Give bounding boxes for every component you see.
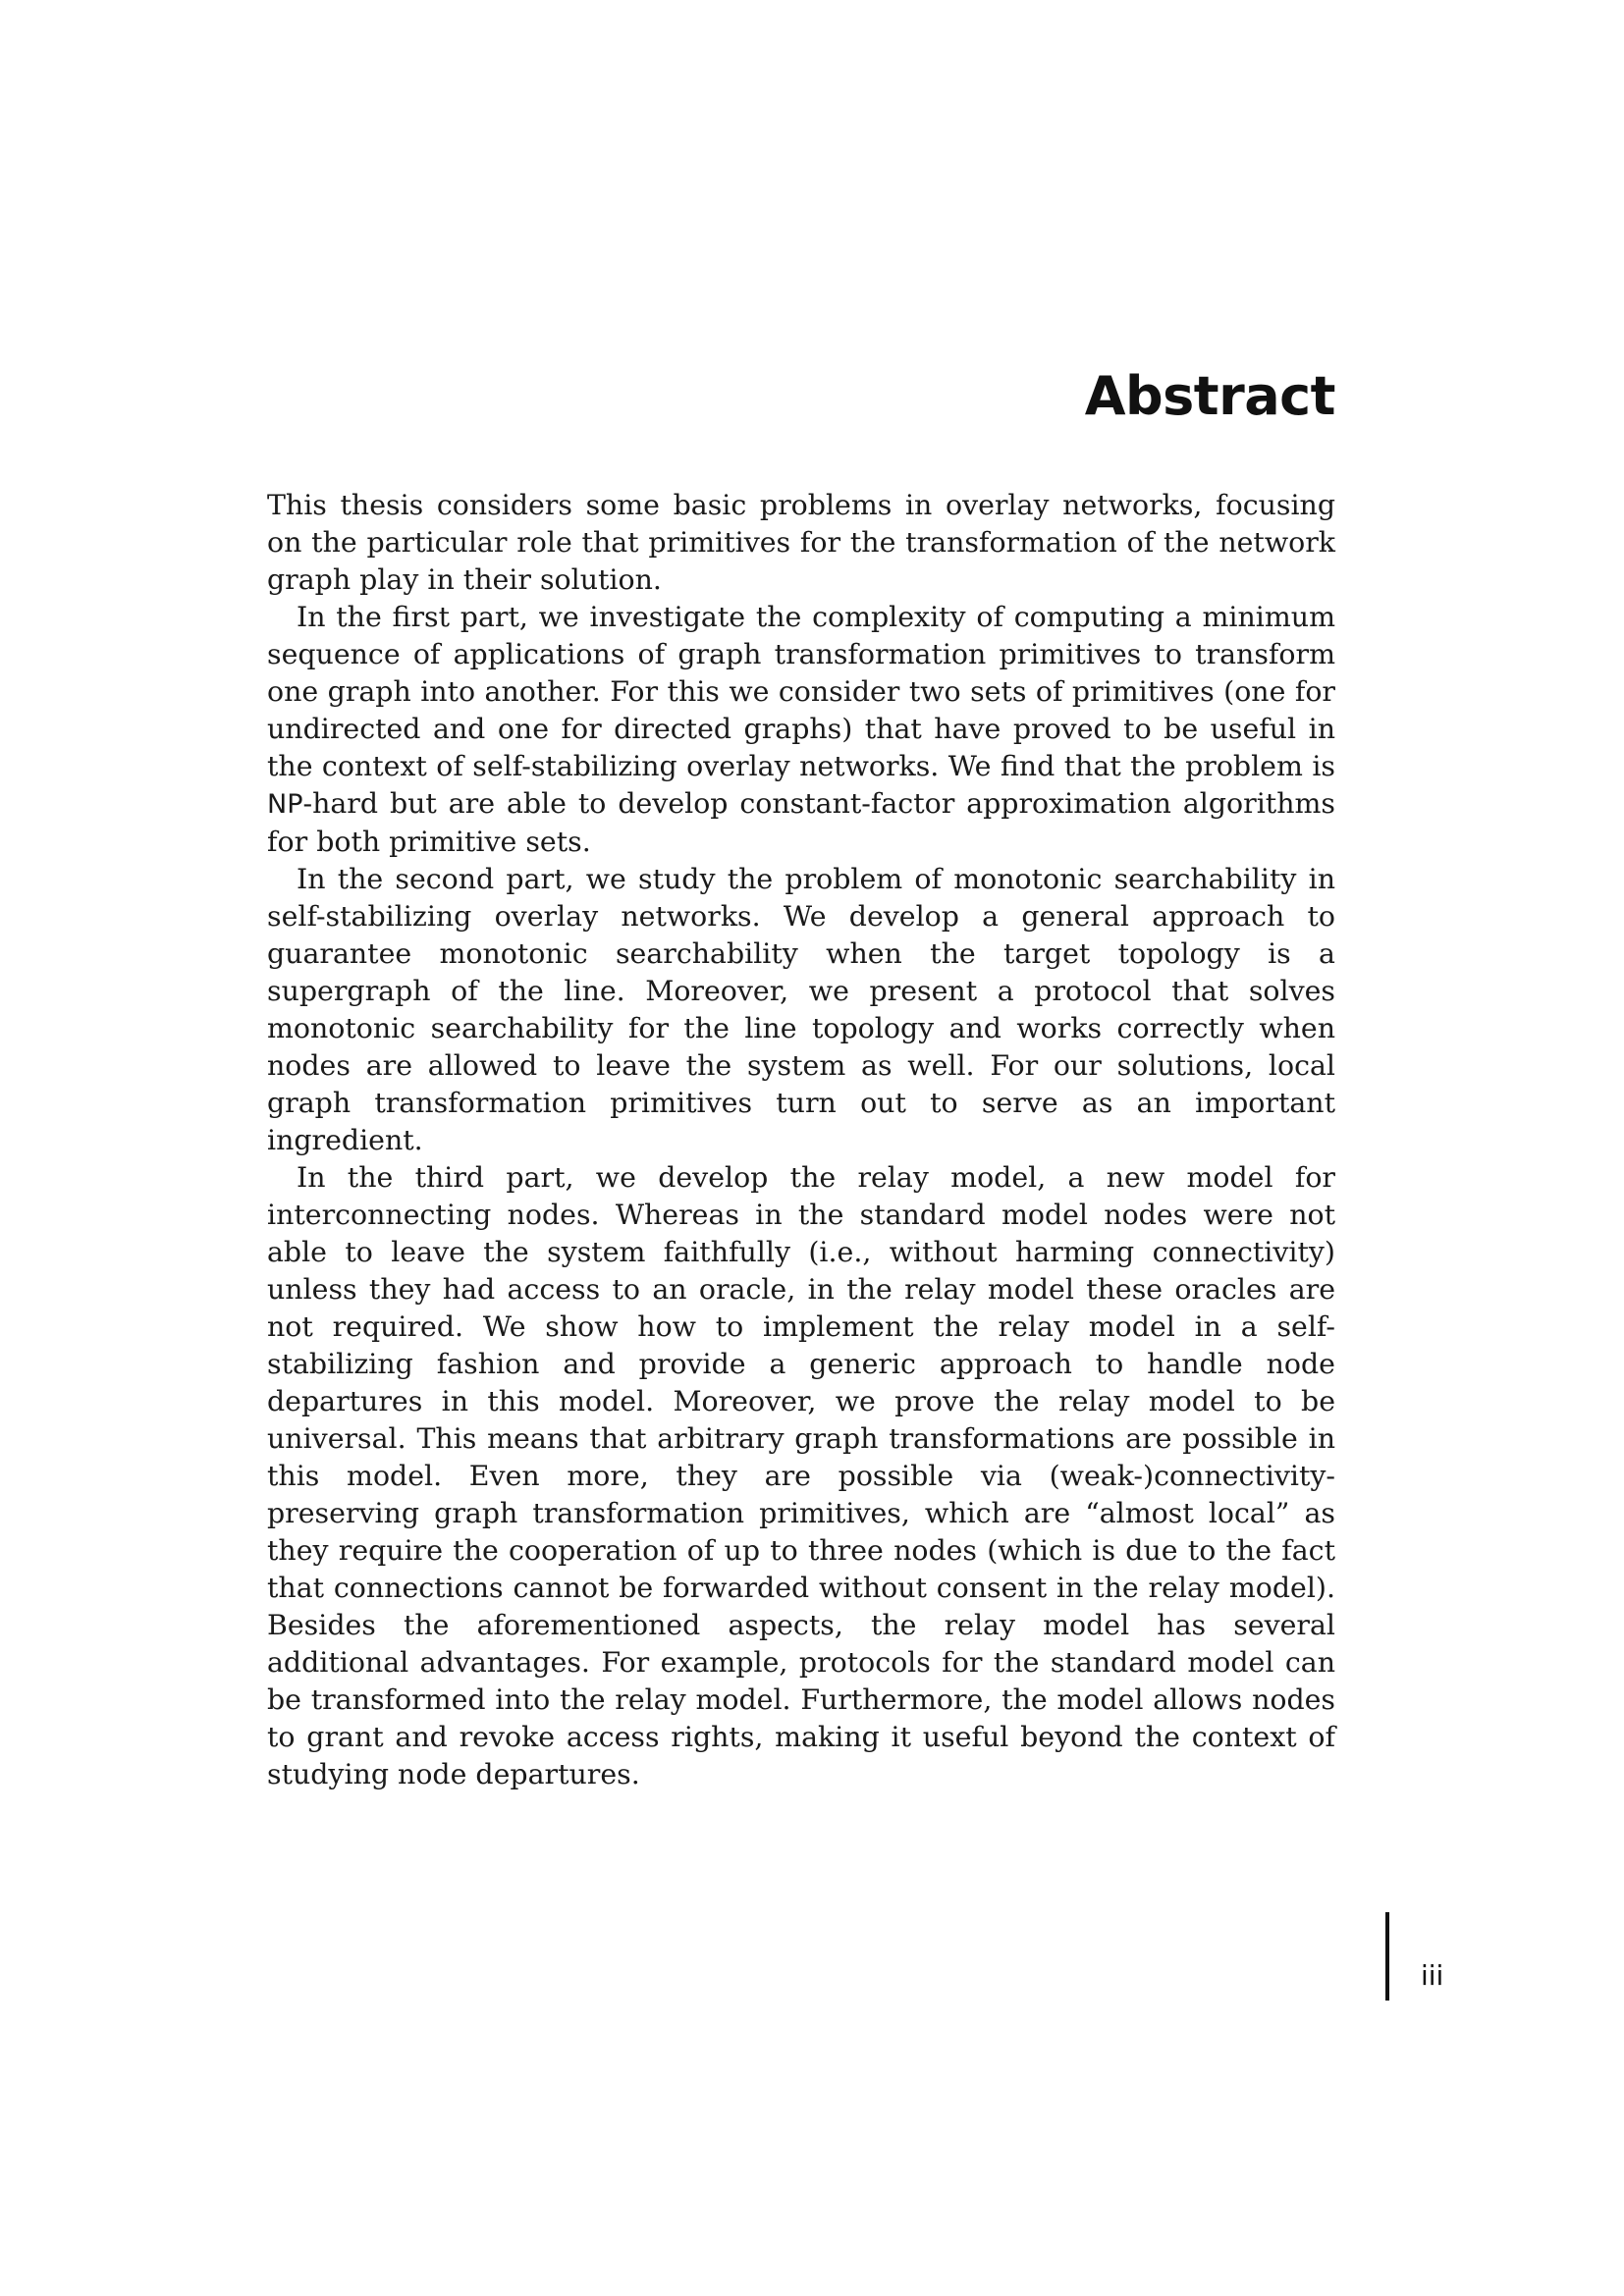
abstract-paragraph-1: This thesis considers some basic problems in overlay networks, focusing on the particular role that primitives for the transformation of the network graph play in their solution. (267, 489, 1335, 596)
chapter-title: Abstract (1084, 365, 1335, 427)
abstract-paragraph-3: In the second part, we study the problem of monotonic searchability in self-stabilizing overlay networks. We develop a general approach to guarantee monotonic searchability when the target topology is a supergraph of the line. Moreover, we present a protocol that solves monotonic searchability for the line topology and works correctly when nodes are allowed to leave the system as well. For our solutions, local graph transformation primitives turn out to serve as an important ingredient. (267, 863, 1335, 1156)
abstract-paragraph-2 (267, 599, 1335, 861)
paragraph-2-text-before: In the first part, we investigate the complexity of computing a minimum sequence of applications of graph transformation primitives to transform one graph into another. For this we consider two sets of primitives (one for undirected and one for directed graphs) that have proved to be useful in the context of self-stabilizing overlay networks. We find that the problem is (267, 601, 1335, 782)
abstract-body (267, 487, 1335, 1793)
abstract-paragraph-4: In the third part, we develop the relay model, a new model for interconnecting nodes. Whereas in the standard model nodes were not able to leave the system faithfully (i.e., without harming connectivity) unless they had access to an oracle, in the relay model these oracles are not required. We show how to implement the relay model in a self-stabilizing fashion and provide a generic approach to handle node departures in this model. Moreover, we prove the relay model to be universal. This means that arbitrary graph transformations are possible in this model. Even more, they are possible via (weak-)connectivity-preserving graph transformation primitives, which are “almost local” as they require the cooperation of up to three nodes (which is due to the fact that connections cannot be forwarded without consent in the relay model). Besides the aforementioned aspects, the relay model has several additional advantages. For example, protocols for the standard model can be transformed into the relay model. Furthermore, the model allows nodes to grant and revoke access rights, making it useful beyond the context of studying node departures. (267, 1161, 1335, 1790)
page-edge-rule (1385, 1912, 1389, 2001)
page-number: iii (1421, 1959, 1444, 1992)
complexity-class-np: NP (267, 789, 303, 820)
paragraph-2-text-after: -hard but are able to develop constant-factor approximation algorithms for both primitive sets. (267, 787, 1335, 858)
